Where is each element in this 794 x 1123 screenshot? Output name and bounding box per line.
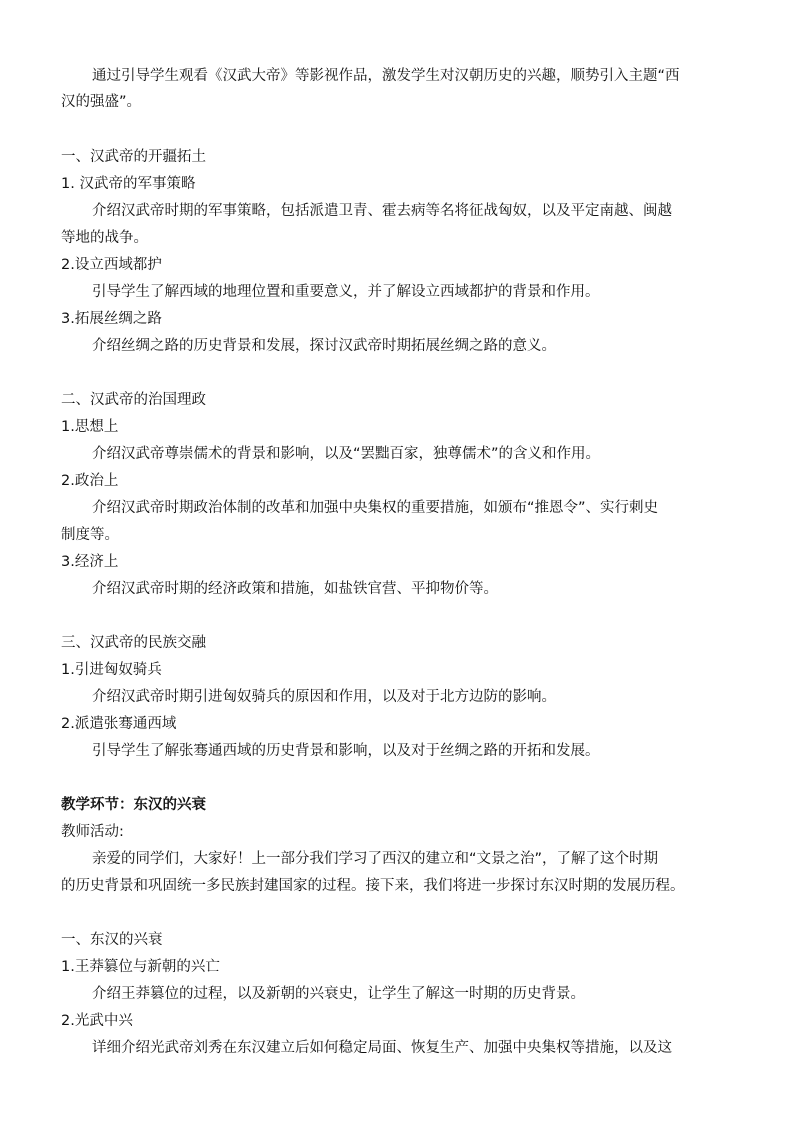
teacher-speech-line-2: 的历史背景和巩固统一多民族封建国家的过程。接下来，我们将进一步探讨东汉时期的发展历程。 bbox=[61, 878, 685, 894]
subsection-title: 1.王莽篡位与新朝的兴亡 bbox=[61, 959, 220, 975]
subsection-body-line: 介绍丝绸之路的历史背景和发展，探讨汉武帝时期拓展丝绸之路的意义。 bbox=[92, 338, 556, 354]
subsection-body-line: 介绍汉武帝时期的经济政策和措施，如盐铁官营、平抑物价等。 bbox=[92, 581, 498, 597]
subsection-body-line: 介绍汉武帝尊崇儒术的背景和影响，以及“罢黜百家，独尊儒术”的含义和作用。 bbox=[92, 446, 601, 462]
subsection-body-line: 介绍王莽篡位的过程，以及新朝的兴衰史，让学生了解这一时期的历史背景。 bbox=[92, 986, 585, 1002]
subsection-body-line: 介绍汉武帝时期的军事策略，包括派遣卫青、霍去病等名将征战匈奴，以及平定南越、闽越 bbox=[92, 203, 672, 219]
teacher-speech-line-1: 亲爱的同学们，大家好！上一部分我们学习了西汉的建立和“文景之治”，了解了这个时期 bbox=[92, 851, 659, 867]
subsection-title: 2.设立西域都护 bbox=[61, 257, 162, 273]
subsection-title: 2.光武中兴 bbox=[61, 1013, 133, 1029]
subsection-body-line: 介绍汉武帝时期政治体制的改革和加强中央集权的重要措施，如颁布“推恩令”、实行刺史 bbox=[92, 500, 659, 516]
subsection-title: 1. 汉武帝的军事策略 bbox=[61, 176, 196, 192]
subsection-body-line: 引导学生了解张骞通西域的历史背景和影响，以及对于丝绸之路的开拓和发展。 bbox=[92, 743, 600, 759]
subsection-title: 1.引进匈奴骑兵 bbox=[61, 662, 162, 678]
intro-paragraph-line-2: 汉的强盛”。 bbox=[61, 94, 142, 110]
subsection-body-line: 引导学生了解西域的地理位置和重要意义，并了解设立西域都护的背景和作用。 bbox=[92, 284, 600, 300]
intro-paragraph-line-1: 通过引导学生观看《汉武大帝》等影视作品，激发学生对汉朝历史的兴趣，顺势引入主题“西 bbox=[92, 68, 680, 84]
subsection-title: 3.拓展丝绸之路 bbox=[61, 311, 162, 327]
teacher-activity-label: 教师活动: bbox=[61, 824, 124, 840]
section-heading: 二、汉武帝的治国理政 bbox=[61, 392, 206, 408]
subsection-title: 1.思想上 bbox=[61, 419, 119, 435]
teaching-segment-heading: 教学环节：东汉的兴衰 bbox=[61, 797, 206, 813]
section-heading: 一、东汉的兴衰 bbox=[61, 932, 163, 948]
section-heading: 一、汉武帝的开疆拓土 bbox=[61, 149, 206, 165]
subsection-body-line: 等地的战争。 bbox=[61, 230, 148, 246]
subsection-body-line: 制度等。 bbox=[61, 527, 119, 543]
subsection-title: 2.派遣张骞通西域 bbox=[61, 716, 177, 732]
subsection-body-line: 介绍汉武帝时期引进匈奴骑兵的原因和作用，以及对于北方边防的影响。 bbox=[92, 689, 556, 705]
subsection-title: 2.政治上 bbox=[61, 473, 119, 489]
subsection-title: 3.经济上 bbox=[61, 554, 119, 570]
section-heading: 三、汉武帝的民族交融 bbox=[61, 635, 206, 651]
subsection-body-line: 详细介绍光武帝刘秀在东汉建立后如何稳定局面、恢复生产、加强中央集权等措施，以及这 bbox=[92, 1040, 672, 1056]
